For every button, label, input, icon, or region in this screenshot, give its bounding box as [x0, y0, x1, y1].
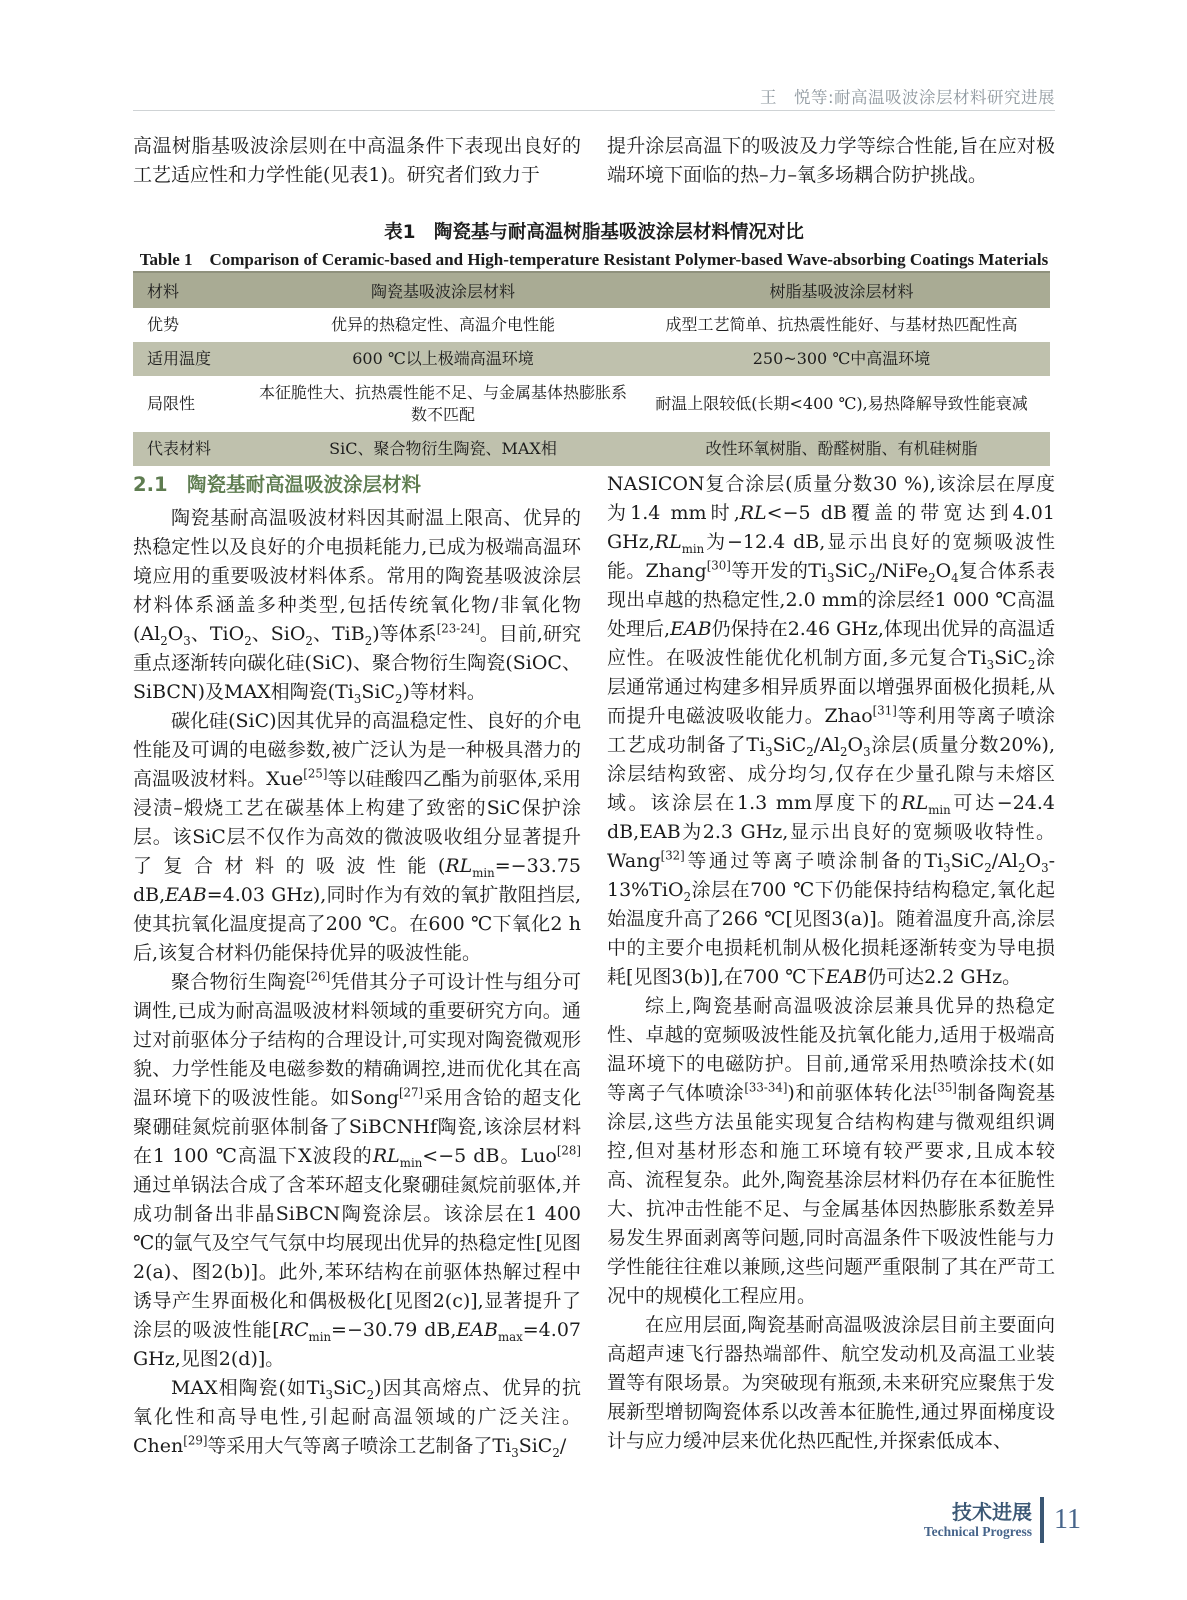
right-column-paragraph: 综上,陶瓷基耐高温吸波涂层兼具优异的热稳定性、卓越的宽频吸波性能及抗氧化能力,适用于极端高温环境下的电磁防护。目前,通常采用热喷涂技术(如等离子气体喷涂[33-34])和前驱体转化法[35]制备陶瓷基涂层,这些方法虽能实现复合结构构建与微观组织调控,但对基材形态和施工环境有较严要求,且成本较高、流程复杂。此外,陶瓷基涂层材料仍存在本征脆性大、抗冲击性能不足、与金属基体因热膨胀系数差异易发生界面剥离等问题,同时高温条件下吸波性能与力学性能往往难以兼顾,这些问题严重限制了其在严苛工况中的规模化工程应用。	[607, 995, 1055, 1307]
table1-cell-resin: 耐温上限较低(长期<400 ℃),易热降解导致性能衰减	[655, 394, 1028, 413]
table1-row	[133, 308, 1050, 342]
table1-caption-cn: 表1 陶瓷基与耐高温树脂基吸波涂层材料情况对比	[384, 222, 804, 243]
table1-cell-ceramic: 600 ℃以上极端高温环境	[253, 342, 633, 376]
left-column-paragraph: 碳化硅(SiC)因其优异的高温稳定性、良好的介电性能及可调的电磁参数,被广泛认为是一种极具潜力的高温吸波材料。Xue[25]等以硅酸四乙酯为前驱体,采用浸渍–煅烧工艺在碳基体上构建了致密的SiC保护涂层。该SiC层不仅作为高效的微波吸收组分显著提升了复合材料的吸波性能($RL_{min}=-33.75$ dB,EAB=4.03 GHz),同时作为有效的氧扩散阻挡层,使其抗氧化温度提高了200 ℃。在600 ℃下氧化2 h后,该复合材料仍能保持优异的吸波性能。	[133, 710, 581, 964]
table1-cell-label: 局限性	[147, 394, 196, 413]
table1-header-resin: 树脂基吸波涂层材料	[633, 272, 1050, 308]
footer-section-label-cn: 技术进展	[952, 1499, 1033, 1524]
right-column-paragraph: 在应用层面,陶瓷基耐高温吸波涂层目前主要面向高超声速飞行器热端部件、航空发动机及高温工业装置等有限场景。为突破现有瓶颈,未来研究应聚焦于发展新型增韧陶瓷体系以改善本征脆性,通过界面梯度设计与应力缓冲层来优化热匹配性,并探索低成本、	[607, 1314, 1055, 1452]
table1-cell-label: 代表材料	[133, 432, 253, 466]
table1-cell-resin: 改性环氧树脂、酚醛树脂、有机硅树脂	[633, 432, 1050, 466]
body-left-column	[133, 470, 581, 1461]
table1-header-material: 材料	[133, 272, 253, 308]
right-paragraphs	[607, 470, 1055, 1456]
header-rule	[133, 110, 1055, 111]
footer-divider-bar	[1040, 1497, 1044, 1543]
table1-cell-ceramic: SiC、聚合物衍生陶瓷、MAX相	[253, 432, 633, 466]
right-column-paragraph: NASICON复合涂层(质量分数30 %),该涂层在厚度为1.4 mm时,RL<−5 dB覆盖的带宽达到4.01 $GHz,RL_{min}$为−12.4 dB,显示出良好的宽频吸波性能。Zhang[30]等开发的$Ti_3SiC_2/NiFe_2O_4$复合体系表现出卓越的热稳定性,2.0 mm的涂层经1 000 ℃高温处理后,EAB仍保持在2.46 GHz,体现出优异的高温适应性。在吸波性能优化机制方面,多元复合$Ti_3SiC_2$涂层通常通过构建多相异质界面以增强界面极化损耗,从而提升电磁波吸收能力。Zhao[31]等利用等离子喷涂工艺成功制备了$Ti_3SiC_2/Al_2O_3$涂层(质量分数20%),涂层结构致密、成分均匀,仅存在少量孔隙与未熔区域。该涂层在1.3 mm厚度下的$RL_{min}$可达−24.4 dB,EAB为2.3 GHz,显示出良好的宽频吸收特性。Wang[32]等通过等离子喷涂制备的$Ti_3SiC_2/Al_2O_3-13\%TiO_2$涂层在700 ℃下仍能保持结构稳定,氧化起始温度升高了266 ℃[见图3(a)]。随着温度升高,涂层中的主要介电损耗机制从极化损耗逐渐转变为导电损耗[见图3(b)],在700 ℃下EAB仍可达2.2 GHz。	[607, 473, 1055, 988]
running-head: 王 悦等:耐高温吸波涂层材料研究进展	[759, 88, 1055, 107]
table1-cell-ceramic: 本征脆性大、抗热震性能不足、与金属基体热膨胀系数不匹配	[258, 383, 627, 424]
table1-row	[133, 376, 1050, 432]
left-paragraphs	[133, 504, 581, 1461]
table1-header-ceramic: 陶瓷基吸波涂层材料	[253, 272, 633, 308]
table1	[133, 271, 1050, 466]
table1-row	[133, 432, 1050, 466]
body-columns	[133, 470, 1055, 1461]
left-column-paragraph: 聚合物衍生陶瓷[26]凭借其分子可设计性与组分可调性,已成为耐高温吸波材料领域的重要研究方向。通过对前驱体分子结构的合理设计,可实现对陶瓷微观形貌、力学性能及电磁参数的精确调控,进而优化其在高温环境下的吸波性能。如Song[27]采用含铪的超支化聚硼硅氮烷前驱体制备了SiBCNHf陶瓷,该涂层材料在1 100 ℃高温下X波段的$RL_{min}<-5$ dB。Luo[28]通过单锅法合成了含苯环超支化聚硼硅氮烷前驱体,并成功制备出非晶SiBCN陶瓷涂层。该涂层在1 400 ℃的氩气及空气气氛中均展现出优异的热稳定性[见图2(a)、图2(b)]。此外,苯环结构在前驱体热解过程中诱导产生界面极化和偶极极化[见图2(c)],显著提升了涂层的吸波性能[$RC_{min}=-30.79$ $dB,EAB_{max}=4.07$ GHz,见图2(d)]。	[133, 969, 581, 1370]
footer-labels	[924, 1501, 1032, 1540]
intro-left-column: 高温树脂基吸波涂层则在中高温条件下表现出良好的工艺适应性和力学性能(见表1)。研究者们致力于	[133, 135, 581, 186]
left-column-paragraph: MAX相陶瓷(如$Ti_3SiC_2$)因其高熔点、优异的抗氧化性和高导电性,引起耐高温领域的广泛关注。Chen[29]等采用大气等离子喷涂工艺制备了$Ti_3SiC_2/$	[133, 1377, 581, 1460]
left-column-paragraph: 陶瓷基耐高温吸波材料因其耐温上限高、优异的热稳定性以及良好的介电损耗能力,已成为极端高温环境应用的重要吸波材料体系。常用的陶瓷基吸波涂层材料体系涵盖多种类型,包括传统氧化物/非氧化物($Al_2O_3$、TiO$_2$、SiO$_2$、TiB$_2$)等体系[23-24]。目前,研究重点逐渐转向碳化硅(SiC)、聚合物衍生陶瓷(SiOC、SiBCN)及MAX相陶瓷$(Ti_3SiC_2)$等材料。	[133, 507, 582, 706]
table1-header-row	[133, 272, 1050, 308]
body-right-column	[607, 470, 1055, 1461]
page-footer	[924, 1497, 1081, 1543]
page-number: 11	[1054, 1504, 1081, 1535]
footer-section-label-en: Technical Progress	[923, 1523, 1033, 1539]
table1-body	[133, 308, 1050, 466]
table1-cell-ceramic: 优异的热稳定性、高温介电性能	[330, 315, 555, 334]
table1-cell-resin: 成型工艺简单、抗热震性能好、与基材热匹配性高	[665, 315, 1018, 334]
table1-cell-resin: 250~300 ℃中高温环境	[633, 342, 1050, 376]
intro-right-column: 提升涂层高温下的吸波及力学等综合性能,旨在应对极端环境下面临的热–力–氧多场耦合防护挑战。	[607, 135, 1055, 186]
table1-cell-label: 适用温度	[133, 342, 253, 376]
section-2-1-heading: 2.1 陶瓷基耐高温吸波涂层材料	[133, 473, 422, 496]
table1-row	[133, 342, 1050, 376]
table1-caption-en: Table 1 Comparison of Ceramic-based and High-temperature Resistant Polymer-based Wave-absorbing Coatings Materials	[139, 250, 1049, 269]
table1-cell-label: 优势	[147, 315, 180, 334]
intro-section	[133, 132, 1055, 190]
